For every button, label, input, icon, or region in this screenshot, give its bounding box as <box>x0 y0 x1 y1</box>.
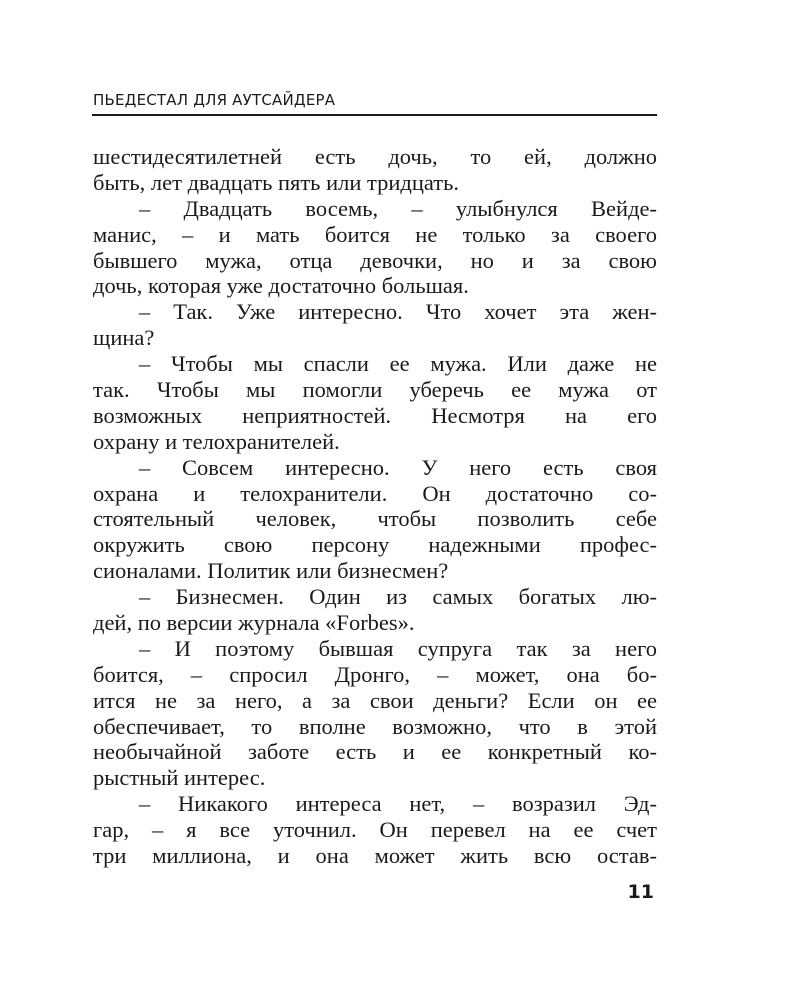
text-line: – Чтобы мы спасли ее мужа. Или даже не <box>139 351 657 377</box>
text-line: манис, – и мать боится не только за своего <box>93 221 657 247</box>
running-header: ПЬЕДЕСТАЛ ДЛЯ АУТСАЙДЕРА <box>93 91 336 109</box>
text-line: охрана и телохранители. Он достаточно со- <box>93 480 657 506</box>
text-line: ится не за него, а за свои деньги? Если он ее <box>93 687 657 713</box>
text-line: дей, по версии журнала «Forbes». <box>93 610 415 636</box>
header-rule <box>92 114 657 116</box>
text-line: быть, лет двадцать пять или тридцать. <box>93 169 460 195</box>
text-line: окружить свою персону надежными профес- <box>93 532 657 558</box>
text-line: возможных неприятностей. Несмотря на его <box>93 402 657 428</box>
text-line: – Двадцать восемь, – улыбнулся Вейде- <box>139 195 657 221</box>
text-line: – Бизнесмен. Один из самых богатых лю- <box>139 584 657 610</box>
text-line: рыстный интерес. <box>93 765 266 791</box>
text-line: сионалами. Политик или бизнесмен? <box>93 558 449 584</box>
text-line: стоятельный человек, чтобы позволить себе <box>93 506 657 532</box>
text-line: – Так. Уже интересно. Что хочет эта жен- <box>139 299 657 325</box>
text-line: три миллиона, и она может жить всю остав- <box>93 843 657 869</box>
text-line: шестидесятилетней есть дочь, то ей, должно <box>93 144 657 169</box>
page-number: 11 <box>627 881 654 903</box>
text-line: бывшего мужа, отца девочки, но и за свою <box>93 247 657 273</box>
text-line: обеспечивает, то вполне возможно, что в этой <box>93 713 657 739</box>
body-text <box>93 144 657 869</box>
text-line: так. Чтобы мы помогли уберечь ее мужа от <box>93 377 657 403</box>
text-line: дочь, которая уже достаточно большая. <box>93 273 469 299</box>
text-line: – Совсем интересно. У него есть своя <box>139 454 657 480</box>
text-line: – И поэтому бывшая супруга так за него <box>139 635 657 661</box>
text-line: охрану и телохранителей. <box>93 428 340 454</box>
text-line: боится, – спросил Дронго, – может, она бо- <box>93 661 657 687</box>
text-line: гар, – я все уточнил. Он перевел на ее счет <box>93 817 657 843</box>
text-line: щина? <box>93 325 155 351</box>
text-line: необычайной заботе есть и ее конкретный ко- <box>93 739 657 765</box>
text-line: – Никакого интереса нет, – возразил Эд- <box>139 791 657 817</box>
